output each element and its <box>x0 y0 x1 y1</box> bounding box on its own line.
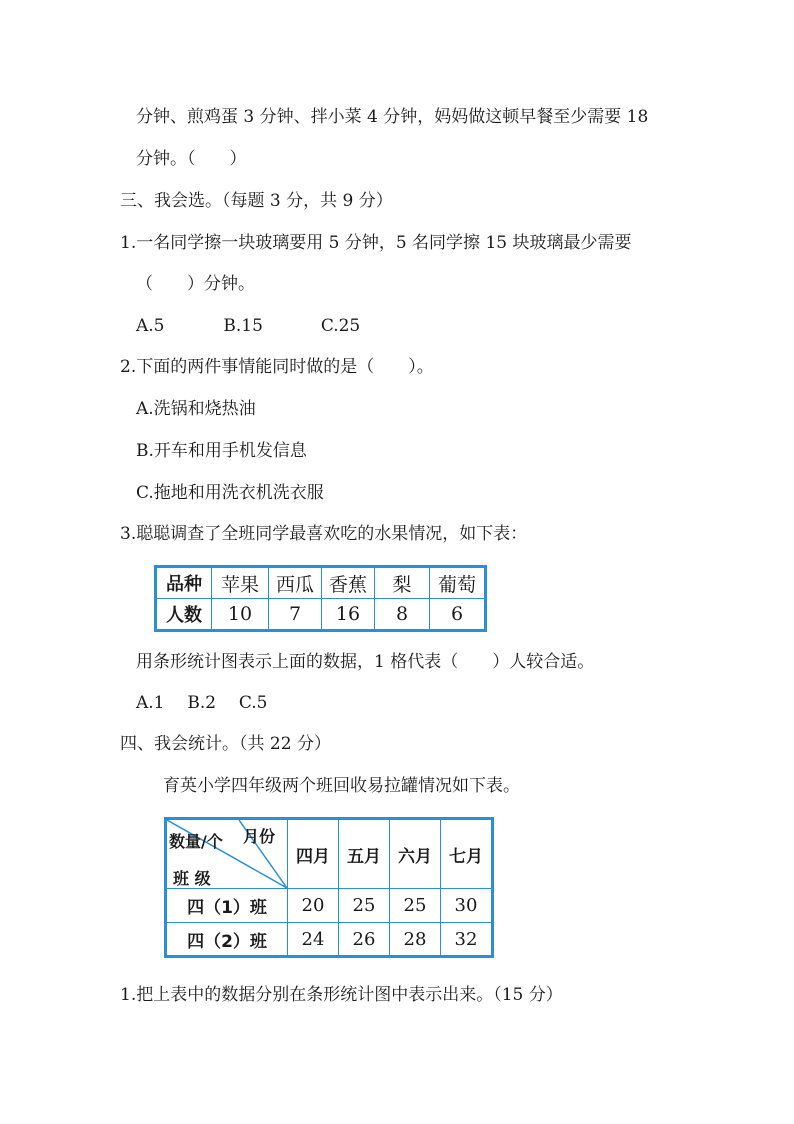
question-3: 3.聪聪调查了全班同学最喜欢吃的水果情况，如下表： <box>120 524 528 544</box>
fruit-cell: 梨 <box>375 567 430 599</box>
fruit-cell: 西瓜 <box>269 567 322 599</box>
question-3-options <box>136 693 267 713</box>
value-cell: 32 <box>441 923 493 957</box>
month-header: 五月 <box>339 819 390 889</box>
section-4-intro: 育英小学四年级两个班回收易拉罐情况如下表。 <box>163 776 520 796</box>
fruit-cell: 葡萄 <box>430 567 486 599</box>
month-header: 六月 <box>390 819 441 889</box>
month-header: 四月 <box>288 819 339 889</box>
value-cell: 26 <box>339 923 390 957</box>
option-b: B.15 <box>223 316 263 336</box>
question-2-option-b: B.开车和用手机发信息 <box>136 441 307 461</box>
fruit-cell: 苹果 <box>212 567 269 599</box>
table-row <box>166 923 493 957</box>
fruit-table-head: 品种 <box>156 567 212 599</box>
count-cell: 6 <box>430 599 486 631</box>
value-cell: 24 <box>288 923 339 957</box>
section-4-question-1: 1.把上表中的数据分别在条形统计图中表示出来。（15 分） <box>120 985 563 1005</box>
value-cell: 28 <box>390 923 441 957</box>
cans-table-header-row <box>166 819 493 889</box>
table-row <box>166 889 493 923</box>
fruit-table-head: 人数 <box>156 599 212 631</box>
month-header: 七月 <box>441 819 493 889</box>
corner-label-month: 月份 <box>243 827 276 846</box>
count-cell: 10 <box>212 599 269 631</box>
value-cell: 20 <box>288 889 339 923</box>
corner-label-class: 班 级 <box>173 869 211 888</box>
option-a: A.1 <box>136 693 165 713</box>
count-cell: 7 <box>269 599 322 631</box>
option-c: C.5 <box>238 693 268 713</box>
question-3-after: 用条形统计图表示上面的数据，1 格代表（ ）人较合适。 <box>136 652 595 672</box>
count-cell: 16 <box>322 599 375 631</box>
question-2-option-a: A.洗锅和烧热油 <box>136 399 256 419</box>
count-cell: 8 <box>375 599 430 631</box>
class-label: 四（2）班 <box>166 923 288 957</box>
diagonal-header-cell <box>166 819 288 889</box>
question-1-line-2: （ ）分钟。 <box>136 274 255 294</box>
fruit-table-row <box>156 599 486 631</box>
question-1-options <box>136 316 360 336</box>
section-3-heading: 三、我会选。（每题 3 分，共 9 分） <box>120 191 393 211</box>
question-2-option-c: C.拖地和用洗衣机洗衣服 <box>136 483 324 503</box>
fruit-cell: 香蕉 <box>322 567 375 599</box>
section-4-heading: 四、我会统计。（共 22 分） <box>120 734 331 754</box>
question-1-line-1: 1.一名同学擦一块玻璃要用 5 分钟，5 名同学擦 15 块玻璃最少需要 <box>120 233 632 253</box>
value-cell: 25 <box>390 889 441 923</box>
text-line-1: 分钟、煎鸡蛋 3 分钟、拌小菜 4 分钟，妈妈做这顿早餐至少需要 18 <box>136 107 649 127</box>
fruit-table-row <box>156 567 486 599</box>
fruit-table <box>154 565 487 632</box>
cans-table <box>164 817 494 958</box>
question-2: 2.下面的两件事情能同时做的是（ ）。 <box>120 357 434 377</box>
corner-label-quantity: 数量/个 <box>169 832 223 851</box>
value-cell: 25 <box>339 889 390 923</box>
option-c: C.25 <box>320 316 361 336</box>
option-b: B.2 <box>187 693 217 713</box>
value-cell: 30 <box>441 889 493 923</box>
option-a: A.5 <box>136 316 165 336</box>
class-label: 四（1）班 <box>166 889 288 923</box>
text-line-2: 分钟。（ ） <box>136 149 247 169</box>
